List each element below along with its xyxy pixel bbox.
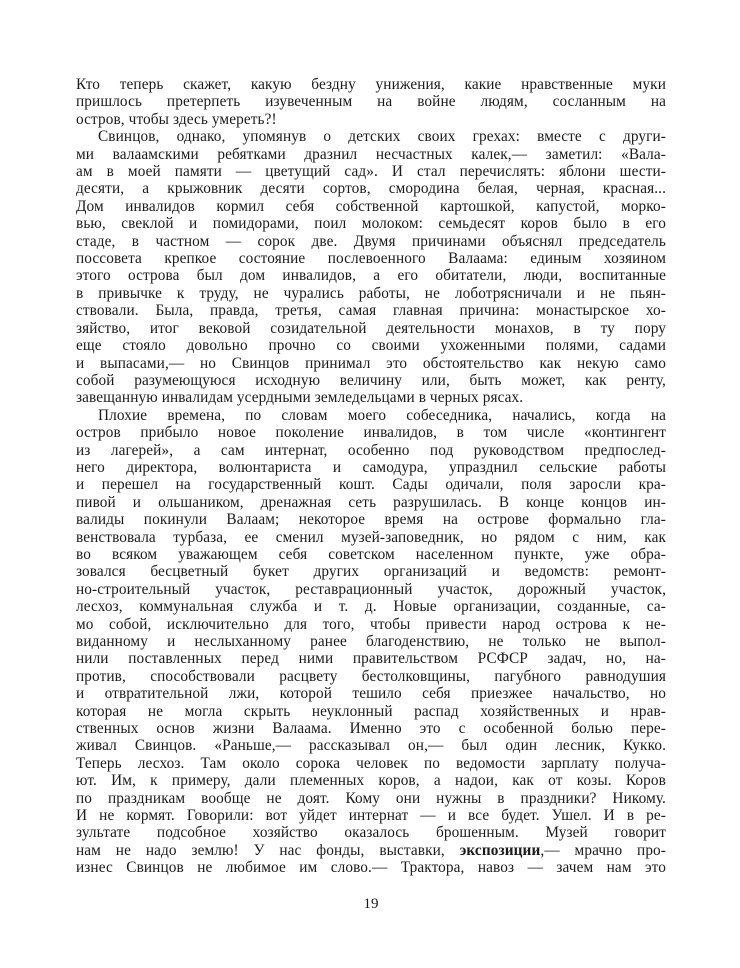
text-line: стаде, в частном — сорок две. Двумя причинами объяснял председатель [76, 232, 666, 250]
text-line: ми валаамскими ребятками дразнил несчастных калек,— заметил: «Вала- [76, 145, 666, 163]
text-line: валиды покинули Валаам; некоторое время на острове формально гла- [76, 511, 666, 529]
text-line: него директора, волюнтариста и самодура, упразднил сельские работы [76, 458, 666, 476]
text-line: и перешел на государственный кошт. Сады одичали, поля заросли кра- [76, 476, 666, 494]
text-line: нили поставленных перед ними правительством РСФСР задач, но, на- [76, 650, 666, 668]
text-line: десяти, а крыжовник десяти сортов, смородина белая, черная, красная... [76, 180, 666, 198]
text-segment: ,— мрачно про- [540, 841, 667, 859]
text-line: Свинцов, однако, упомянув о детских своих грехах: вместе с други- [98, 128, 666, 146]
text-line: ственных основ жизни Валаама. Именно это с особенной болью пере- [76, 720, 666, 738]
text-line: в привычке к труду, не чурались работы, не лоботрясничали и не пьян- [76, 284, 666, 302]
text-line: и выпасами,— но Свинцов принимал это обстоятельство как некую само [76, 354, 666, 372]
text-line: Кто теперь скажет, какую бездну унижения, какие нравственные муки [76, 76, 666, 93]
page-number: 19 [363, 896, 379, 912]
text-line: против, способствовали расцвету бестолковщины, пагубного равнодушия [76, 667, 666, 685]
text-line: венствовала турбаза, ее сменил музей-заповедник, но рядом с ним, как [76, 528, 666, 546]
text-line: которая не могла скрыть неуклонный распад хозяйственных и нрав- [76, 702, 666, 720]
text-line: этого острова был дом инвалидов, а его обитатели, люди, воспитанные [76, 267, 666, 285]
text-line: пришлось претерпеть изувеченным на войне людям, сосланным на [76, 93, 666, 111]
paragraph [76, 128, 666, 407]
text-line: пивой и ольшаником, дренажная сеть разрушилась. В конце концов ин- [76, 493, 666, 511]
text-line: зяйство, итог вековой созидательной деятельности монахов, в ту пору [76, 319, 666, 337]
text-line: живал Свинцов. «Раньше,— рассказывал он,— был один лесник, Кукко. [76, 737, 666, 755]
text-line: поссовета крепкое состояние послевоенного Валаама: единым хозяином [76, 250, 666, 268]
paragraph [76, 76, 666, 128]
text-line: остров прибыло новое поколение инвалидов, в том числе «контингент [76, 424, 666, 442]
text-line: из лагерей», а сам интернат, особенно под руководством предпослед- [76, 441, 666, 459]
text-line: И не кормят. Говорили: вот уйдет интернат — и все будет. Ушел. И в ре- [76, 807, 666, 825]
text-segment: нам не надо землю! У нас фонды, выставки, [76, 841, 460, 859]
text-line: но-строительный участок, реставрационный участок, дорожный участок, [76, 580, 666, 598]
text-block [76, 76, 666, 877]
text-line: завещанную инвалидам усердными земледельцами в черных рясах. [76, 389, 524, 407]
text-line: ам в моей памяти — цветущий сад». И стал перечислять: яблони шести- [76, 163, 666, 181]
text-line: лесхоз, коммунальная служба и т. д. Новые организации, созданные, са- [76, 598, 666, 616]
paragraph [76, 407, 666, 877]
text-line: ют. Им, к примеру, дали племенных коров, а надои, как от козы. Коров [76, 772, 666, 790]
text-line: ствовали. Была, правда, третья, самая главная причина: монастырское хо- [76, 302, 666, 320]
text-line: изнес Свинцов не любимое им слово.— Трактора, навоз — зачем нам это [76, 859, 666, 877]
text-line: во всяком уважающем себя советском населенном пункте, уже обра- [76, 545, 666, 563]
text-line: и отвратительной лжи, которой тешило себя приезжее начальство, но [76, 685, 666, 703]
text-line [76, 842, 666, 859]
text-line: остров, чтобы здесь умереть?! [76, 110, 277, 128]
text-line: зовался бесцветный букет других организаций и ведомств: ремонт- [76, 563, 666, 581]
bold-word: экспозиции [459, 841, 541, 859]
text-line: Плохие времена, по словам моего собеседника, начались, когда на [98, 406, 666, 424]
text-line: собой разумеющуюся исходную величину или, быть может, как ренту, [76, 371, 666, 389]
text-line: виданному и неслыханному ранее благоденствию, не только не выпол- [76, 633, 666, 650]
text-line: Дом инвалидов кормил себя собственной картошкой, капустой, морко- [76, 197, 666, 215]
text-line: зультате подсобное хозяйство оказалось брошенным. Музей говорит [76, 824, 666, 842]
text-line: Теперь лесхоз. Там около сорока человек по ведомости зарплату получа- [76, 754, 666, 772]
text-line: мо собой, исключительно для того, чтобы привести народ острова к не- [76, 615, 666, 633]
text-line: вью, свеклой и помидорами, поил молоком: семьдесят коров было в его [76, 215, 666, 233]
text-line: еще стояло довольно прочно со своими ухоженными полями, садами [76, 337, 666, 355]
text-line: по праздникам вообще не доят. Кому они нужны в праздники? Никому. [76, 789, 666, 807]
